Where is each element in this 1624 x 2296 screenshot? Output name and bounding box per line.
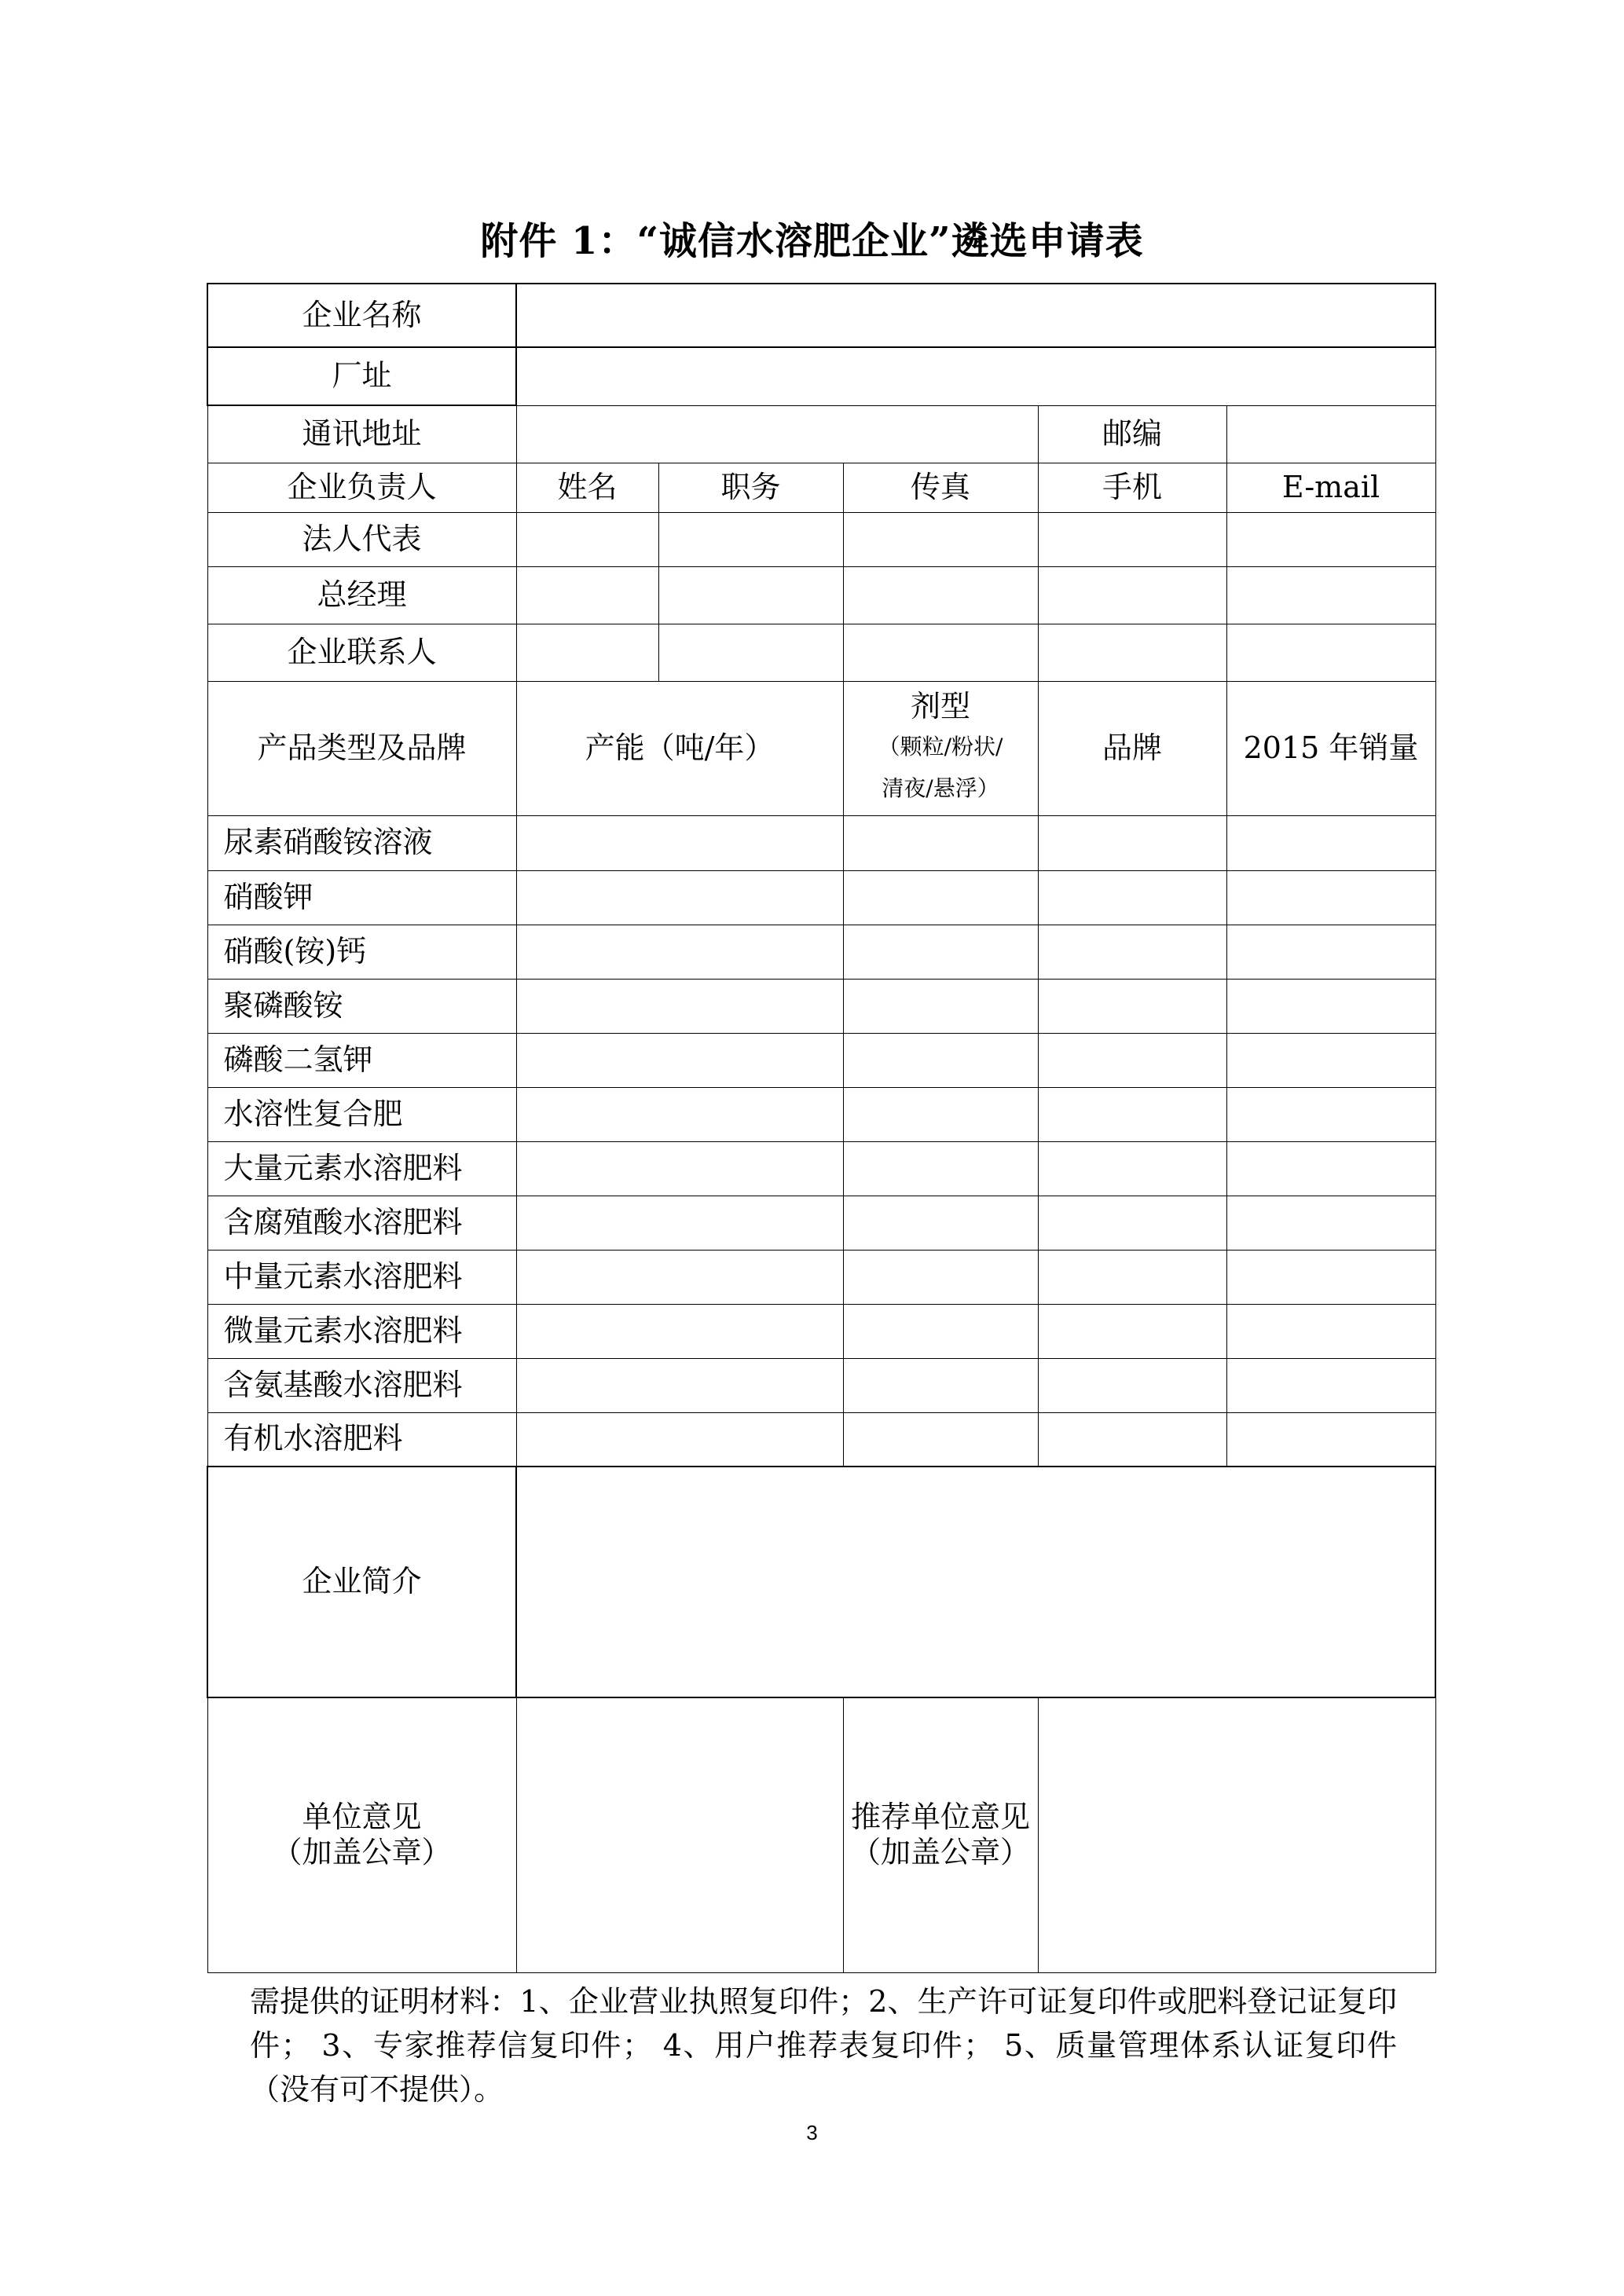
- sales-field[interactable]: [1226, 1412, 1435, 1467]
- contact-fax-field[interactable]: [843, 512, 1038, 566]
- contact-name-field[interactable]: [516, 624, 658, 681]
- postcode-label: 邮编: [1038, 405, 1226, 463]
- product-type-label: 微量元素水溶肥料: [207, 1304, 516, 1358]
- column-header-mobile: 手机: [1038, 463, 1226, 512]
- contact-position-field[interactable]: [658, 624, 843, 681]
- product-row: [207, 1358, 1435, 1412]
- contact-email-field[interactable]: [1226, 512, 1435, 566]
- unit-opinion-title: 单位意见: [302, 1799, 422, 1834]
- capacity-field[interactable]: [516, 1412, 843, 1467]
- application-form-table: [207, 283, 1436, 1973]
- company-intro-field[interactable]: [516, 1467, 1435, 1697]
- brand-field[interactable]: [1038, 1304, 1226, 1358]
- dosage-form-field[interactable]: [843, 1196, 1038, 1250]
- postcode-field[interactable]: [1226, 405, 1435, 463]
- company-name-field[interactable]: [516, 284, 1435, 347]
- product-row: [207, 1033, 1435, 1087]
- dosage-form-title: 剂型: [910, 688, 970, 723]
- contact-mobile-field[interactable]: [1038, 624, 1226, 681]
- dosage-form-field[interactable]: [843, 1141, 1038, 1196]
- brand-field[interactable]: [1038, 870, 1226, 925]
- factory-address-label: 厂址: [207, 347, 516, 405]
- sales-field[interactable]: [1226, 1196, 1435, 1250]
- document-title: 附件 1：“诚信水溶肥企业”遴选申请表: [480, 219, 1144, 263]
- contact-mobile-field[interactable]: [1038, 566, 1226, 624]
- dosage-form-field[interactable]: [843, 1412, 1038, 1467]
- product-type-label: 磷酸二氢钾: [207, 1033, 516, 1087]
- dosage-form-header: [843, 681, 1038, 815]
- company-name-label: 企业名称: [207, 284, 516, 347]
- column-header-name: 姓名: [516, 463, 658, 512]
- dosage-form-field[interactable]: [843, 1033, 1038, 1087]
- product-type-label: 有机水溶肥料: [207, 1412, 516, 1467]
- product-row: [207, 979, 1435, 1033]
- dosage-form-options-2: 清夜/悬浮）: [882, 775, 999, 802]
- contact-row: [207, 624, 1435, 681]
- capacity-header: 产能（吨/年）: [516, 681, 843, 815]
- product-type-label: 含氨基酸水溶肥料: [207, 1358, 516, 1412]
- brand-field[interactable]: [1038, 1412, 1226, 1467]
- capacity-field[interactable]: [516, 1304, 843, 1358]
- recommend-opinion-label: [843, 1697, 1038, 1972]
- contact-email-field[interactable]: [1226, 624, 1435, 681]
- product-type-label: 硝酸(铵)钙: [207, 925, 516, 979]
- contact-position-field[interactable]: [658, 566, 843, 624]
- dosage-form-field[interactable]: [843, 815, 1038, 870]
- page-number: 3: [806, 2121, 818, 2144]
- brand-field[interactable]: [1038, 979, 1226, 1033]
- sales-field[interactable]: [1226, 1141, 1435, 1196]
- responsible-person-label: 企业负责人: [207, 463, 516, 512]
- brand-field[interactable]: [1038, 1141, 1226, 1196]
- product-type-label: 尿素硝酸铵溶液: [207, 815, 516, 870]
- sales-field[interactable]: [1226, 815, 1435, 870]
- contact-name-field[interactable]: [516, 566, 658, 624]
- recommend-opinion-field[interactable]: [1038, 1697, 1435, 1972]
- brand-field[interactable]: [1038, 1087, 1226, 1141]
- mailing-address-field[interactable]: [516, 405, 1038, 463]
- capacity-field[interactable]: [516, 979, 843, 1033]
- sales-field[interactable]: [1226, 1304, 1435, 1358]
- contact-mobile-field[interactable]: [1038, 512, 1226, 566]
- capacity-field[interactable]: [516, 1358, 843, 1412]
- product-type-label: 水溶性复合肥: [207, 1087, 516, 1141]
- sales-field[interactable]: [1226, 1087, 1435, 1141]
- contact-row: [207, 566, 1435, 624]
- product-row: [207, 1250, 1435, 1304]
- capacity-field[interactable]: [516, 815, 843, 870]
- capacity-field[interactable]: [516, 1196, 843, 1250]
- contact-email-field[interactable]: [1226, 566, 1435, 624]
- unit-opinion-label: [207, 1697, 516, 1972]
- contact-fax-field[interactable]: [843, 566, 1038, 624]
- contact-row: [207, 512, 1435, 566]
- product-row: [207, 870, 1435, 925]
- brand-field[interactable]: [1038, 1358, 1226, 1412]
- product-row: [207, 1141, 1435, 1196]
- product-row: [207, 1412, 1435, 1467]
- sales-field[interactable]: [1226, 979, 1435, 1033]
- capacity-field[interactable]: [516, 870, 843, 925]
- capacity-field[interactable]: [516, 1087, 843, 1141]
- company-intro-label: 企业简介: [207, 1467, 516, 1697]
- capacity-field[interactable]: [516, 1033, 843, 1087]
- product-row: [207, 925, 1435, 979]
- sales-field[interactable]: [1226, 1250, 1435, 1304]
- contact-name-field[interactable]: [516, 512, 658, 566]
- product-row: [207, 1304, 1435, 1358]
- contact-row-label: 企业联系人: [207, 624, 516, 681]
- brand-field[interactable]: [1038, 1250, 1226, 1304]
- dosage-form-field[interactable]: [843, 1358, 1038, 1412]
- brand-field[interactable]: [1038, 925, 1226, 979]
- product-type-label: 含腐殖酸水溶肥料: [207, 1196, 516, 1250]
- contact-position-field[interactable]: [658, 512, 843, 566]
- unit-opinion-field[interactable]: [516, 1697, 843, 1972]
- column-header-fax: 传真: [843, 463, 1038, 512]
- product-type-label: 聚磷酸铵: [207, 979, 516, 1033]
- brand-field[interactable]: [1038, 1033, 1226, 1087]
- dosage-form-field[interactable]: [843, 1304, 1038, 1358]
- required-documents-note: 需提供的证明材料：1、企业营业执照复印件；2、生产许可证复印件或肥料登记证复印件； 3、专家推荐信复印件； 4、用户推荐表复印件； 5、质量管理体系认证复印件（没有可不提供）。: [250, 1984, 1397, 2107]
- recommend-opinion-title: 推荐单位意见: [850, 1799, 1030, 1834]
- capacity-field[interactable]: [516, 925, 843, 979]
- factory-address-field[interactable]: [516, 347, 1435, 405]
- capacity-field[interactable]: [516, 1250, 843, 1304]
- product-row: [207, 1196, 1435, 1250]
- product-row: [207, 1087, 1435, 1141]
- brand-field[interactable]: [1038, 815, 1226, 870]
- product-type-label: 大量元素水溶肥料: [207, 1141, 516, 1196]
- column-header-email: E-mail: [1226, 463, 1435, 512]
- dosage-form-field[interactable]: [843, 979, 1038, 1033]
- sales-2015-header: 2015 年销量: [1226, 681, 1435, 815]
- product-type-label: 硝酸钾: [207, 870, 516, 925]
- dosage-form-field[interactable]: [843, 1087, 1038, 1141]
- dosage-form-field[interactable]: [843, 925, 1038, 979]
- product-row: [207, 815, 1435, 870]
- contact-fax-field[interactable]: [843, 624, 1038, 681]
- unit-opinion-seal-note: （加盖公章）: [272, 1835, 452, 1870]
- sales-field[interactable]: [1226, 1033, 1435, 1087]
- sales-field[interactable]: [1226, 925, 1435, 979]
- product-type-brand-header: 产品类型及品牌: [207, 681, 516, 815]
- dosage-form-field[interactable]: [843, 1250, 1038, 1304]
- mailing-address-label: 通讯地址: [207, 405, 516, 463]
- contact-row-label: 总经理: [207, 566, 516, 624]
- product-type-label: 中量元素水溶肥料: [207, 1250, 516, 1304]
- column-header-position: 职务: [658, 463, 843, 512]
- recommend-opinion-seal-note: （加盖公章）: [850, 1835, 1030, 1870]
- brand-field[interactable]: [1038, 1196, 1226, 1250]
- contact-row-label: 法人代表: [207, 512, 516, 566]
- sales-field[interactable]: [1226, 1358, 1435, 1412]
- dosage-form-field[interactable]: [843, 870, 1038, 925]
- sales-field[interactable]: [1226, 870, 1435, 925]
- brand-header: 品牌: [1038, 681, 1226, 815]
- capacity-field[interactable]: [516, 1141, 843, 1196]
- dosage-form-options-1: （颗粒/粉状/: [878, 734, 1003, 760]
